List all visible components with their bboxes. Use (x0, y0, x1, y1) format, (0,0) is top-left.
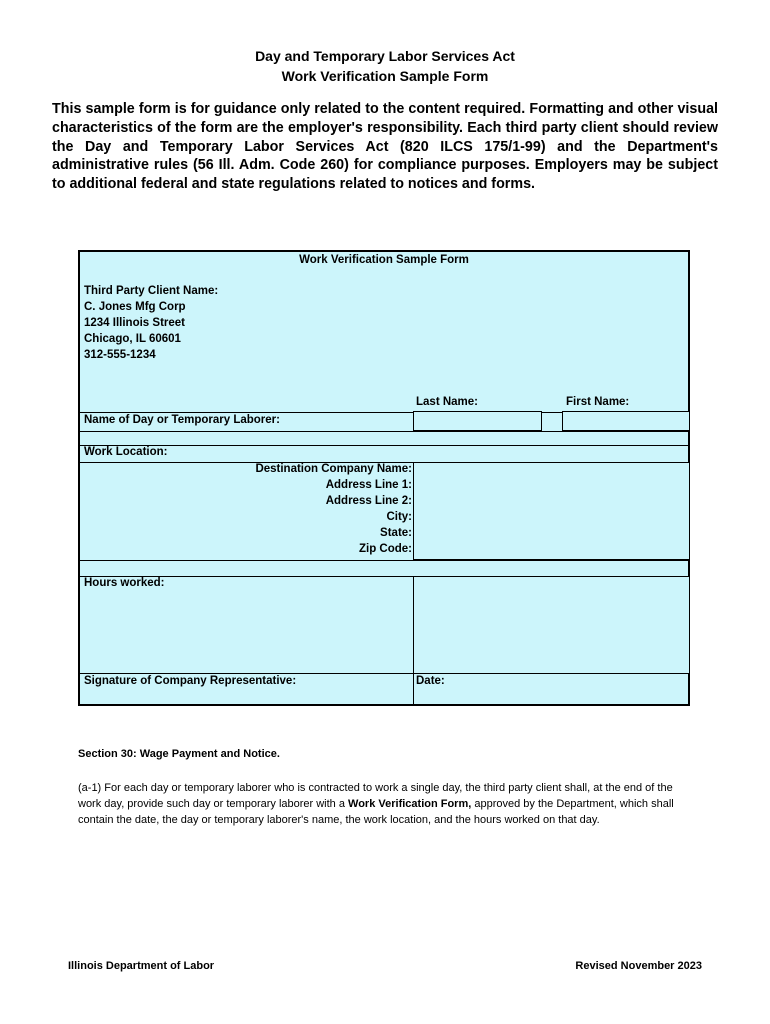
date-label: Date: (416, 675, 445, 687)
document-subtitle: Work Verification Sample Form (281, 68, 489, 84)
work-location-label: Work Location: (84, 446, 168, 458)
footer-revision: Revised November 2023 (575, 960, 702, 972)
client-city: Chicago, IL 60601 (84, 333, 181, 345)
section-paragraph-part2: approved by the Department, which shall contain the date, the day or temporary laborer's name, the work location, and the hours worked on that day. (78, 798, 674, 827)
zip-code-label: Zip Code: (358, 543, 412, 555)
client-label: Third Party Client Name: (84, 285, 219, 297)
last-name-label: Last Name: (416, 396, 478, 408)
first-name-label: First Name: (566, 396, 630, 408)
destination-company-label: Destination Company Name: (255, 463, 412, 475)
work-location-input[interactable] (413, 462, 690, 560)
address-line2-label: Address Line 2: (325, 495, 412, 507)
section-heading: Section 30: Wage Payment and Notice. (78, 748, 280, 760)
hours-worked-input[interactable] (413, 576, 690, 674)
date-input[interactable] (414, 674, 689, 705)
form-heading: Work Verification Sample Form (299, 254, 469, 266)
first-name-input[interactable] (562, 411, 690, 431)
document-title: Day and Temporary Labor Services Act (255, 48, 515, 64)
client-name: C. Jones Mfg Corp (84, 301, 186, 313)
state-label: State: (380, 527, 412, 539)
divider (80, 560, 689, 561)
section-paragraph-part1: (a-1) For each day or temporary laborer who is contracted to work a single day, the third party client shall, at the end of the work day, provide such day or temporary laborer with a (78, 782, 673, 811)
signature-input[interactable] (80, 674, 413, 705)
hours-worked-label: Hours worked: (84, 577, 165, 589)
section-paragraph (78, 780, 695, 829)
intro-paragraph: This sample form is for guidance only related to the content required. Formatting and other visual characteristics of the form are the employer's responsibility. Each third party client should review the Day and Temporary Labor Services Act (820 ILCS 175/1-99) and the Department's administrative rules (56 Ill. Adm. Code 260) for compliance purposes. Employers may be subject to additional federal and state regulations related to notices and forms. (52, 101, 718, 193)
client-phone: 312-555-1234 (84, 349, 156, 361)
address-line1-label: Address Line 1: (325, 479, 412, 491)
last-name-input[interactable] (413, 411, 542, 431)
footer-department: Illinois Department of Labor (68, 960, 215, 972)
section-paragraph-bold: Work Verification Form, (348, 798, 472, 811)
client-street: 1234 Illinois Street (84, 317, 185, 329)
divider (80, 445, 689, 446)
signature-label: Signature of Company Representative: (84, 675, 297, 687)
city-label: City: (386, 511, 412, 523)
divider (80, 431, 689, 432)
laborer-name-label: Name of Day or Temporary Laborer: (84, 414, 280, 426)
